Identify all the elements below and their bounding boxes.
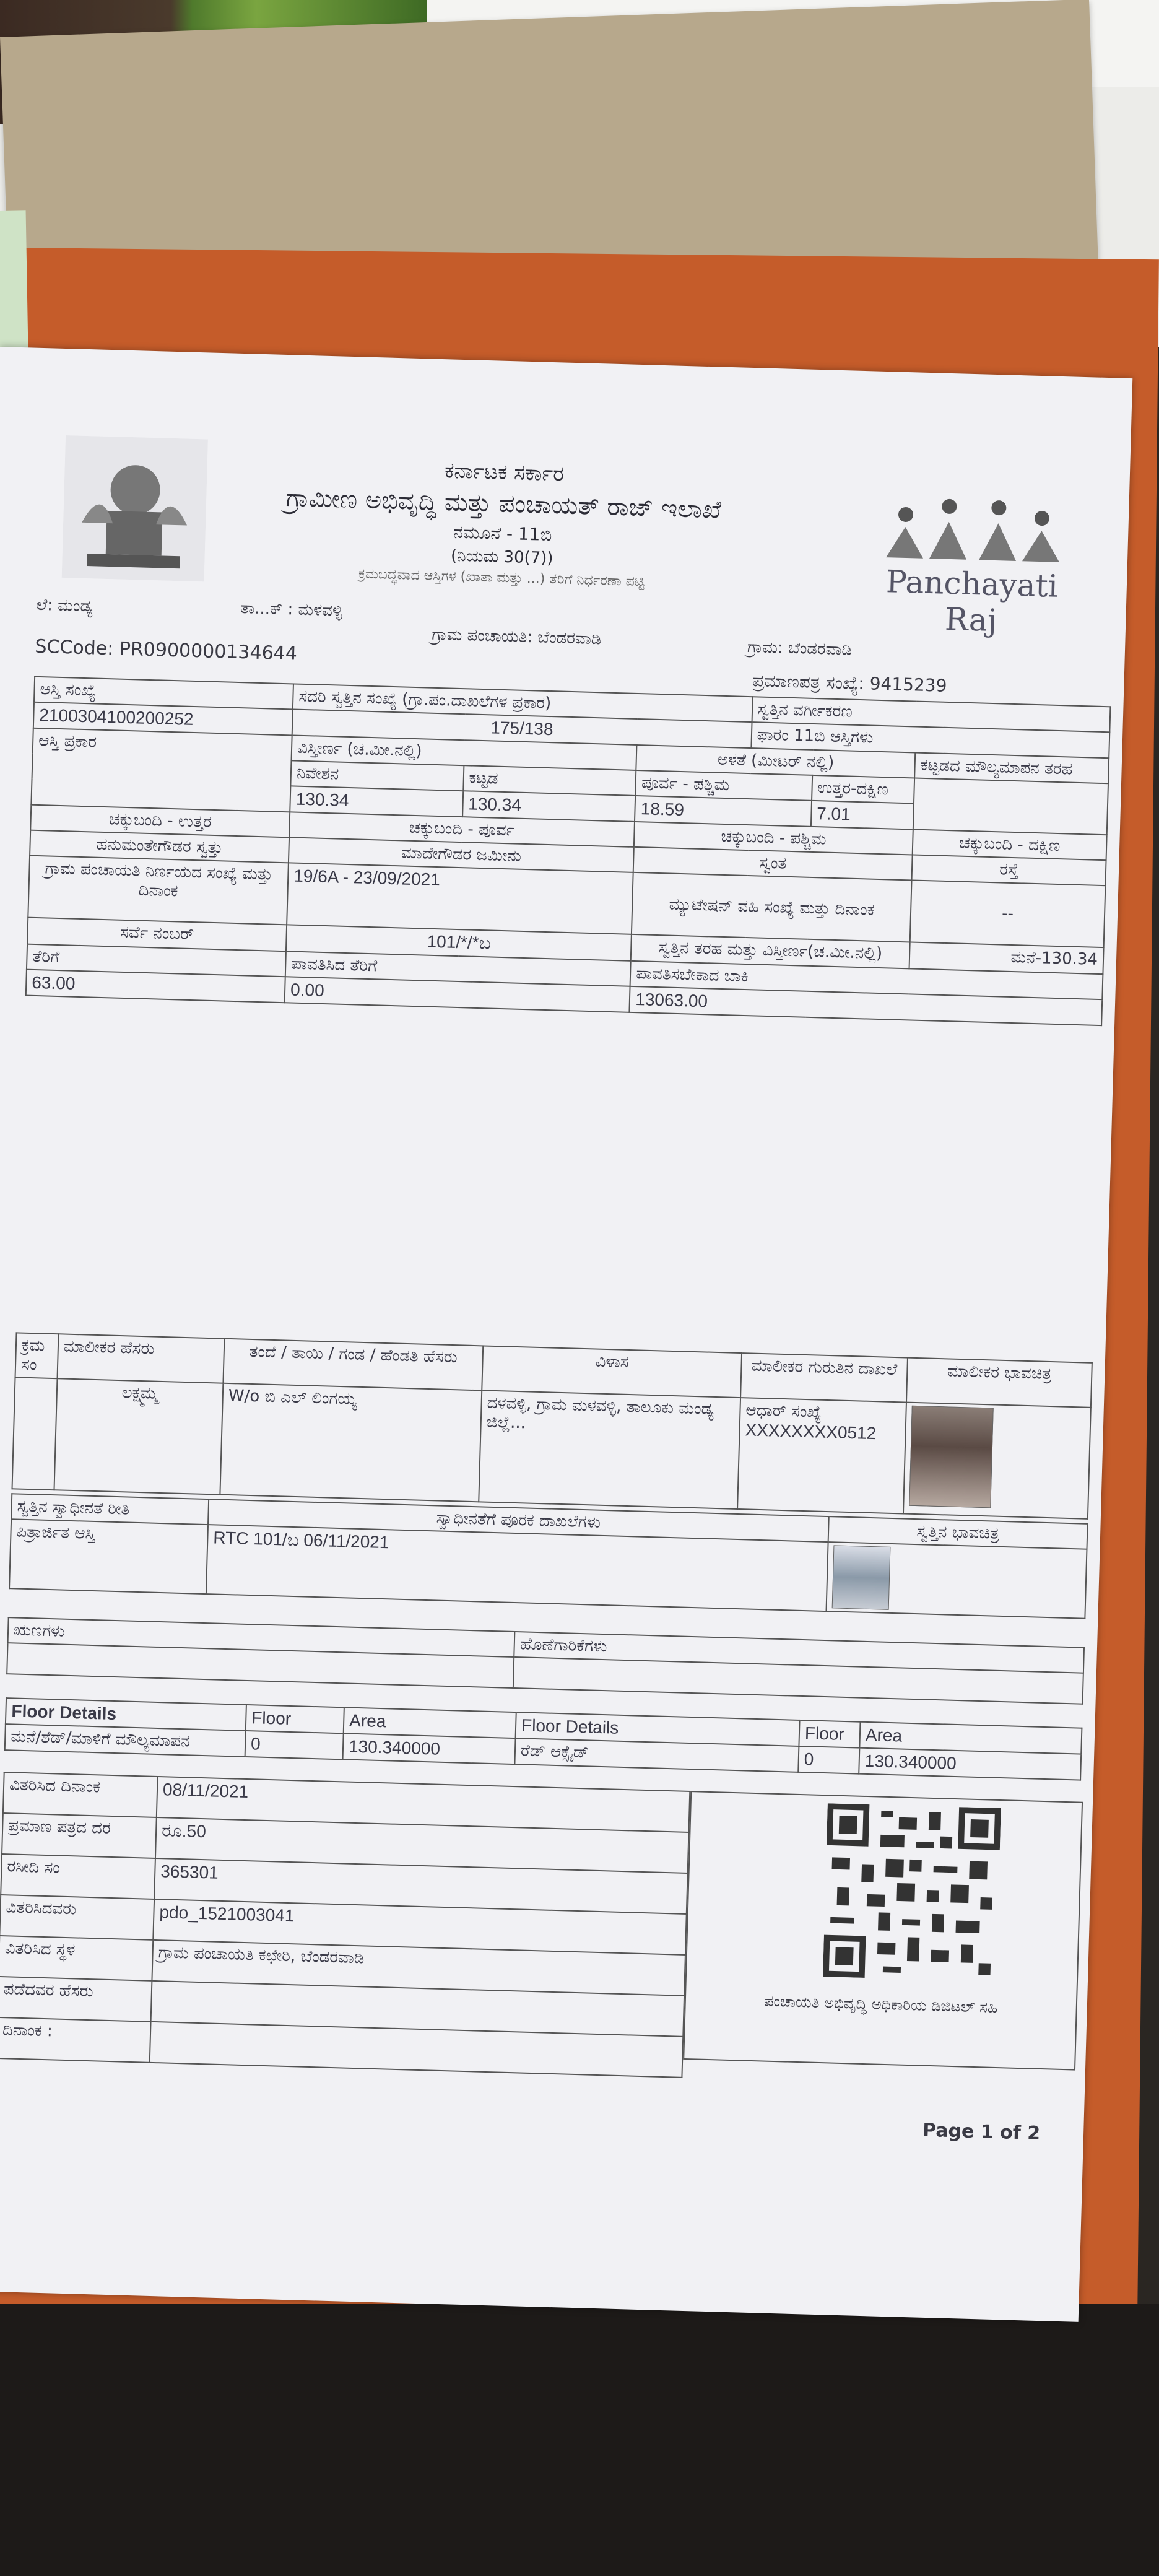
floor-table <box>4 1697 1083 1781</box>
issue-place-label: ವಿತರಿಸಿದ ಸ್ಥಳ <box>0 1936 153 1981</box>
survey-label: ಸರ್ವೆ ನಂಬರ್ <box>27 918 287 952</box>
owner-photo-label: ಮಾಲೀಕರ ಭಾವಚಿತ್ರ <box>906 1358 1092 1408</box>
land-type-label: ಸ್ವತ್ತಿನ ತರಹ ಮತ್ತು ವಿಸ್ತೀರ್ಣ(ಚ.ಮೀ.ನಲ್ಲಿ) <box>631 934 910 969</box>
site-area: 130.34 <box>290 786 463 817</box>
floor-no-right: 0 <box>798 1746 859 1774</box>
issued-by-label: ವಿತರಿಸಿದವರು <box>0 1895 154 1940</box>
sc-code: SCCode: PR0900000134644 <box>35 635 298 665</box>
form-subtitle: ಕ್ರಮಬದ್ಧವಾದ ಆಸ್ತಿಗಳ (ಖಾತಾ ಮತ್ತು ...) ತೆರಿಗೆ ನಿರ್ಧರಣಾ ಪಟ್ಟಿ <box>358 566 645 590</box>
people-logo-icon <box>867 489 1080 568</box>
panchayati-raj-logo <box>866 489 1080 639</box>
taluk: ತಾ...ಕ್ : ಮಳವಳ್ಳಿ <box>240 599 343 620</box>
receiver-label: ಪಡೆದವರ ಹೆಸರು <box>0 1977 152 2022</box>
built-label: ಕಟ್ಟಡ <box>463 765 636 796</box>
tax: 63.00 <box>26 970 285 1003</box>
owner-photo <box>909 1406 993 1508</box>
property-table <box>25 676 1111 1026</box>
south-boundary: ರಸ್ತೆ <box>912 855 1106 886</box>
rule-number: (ನಿಯಮ 30(7)) <box>450 546 553 568</box>
received-date-label: ದಿನಾಂಕ : <box>0 2017 151 2063</box>
digital-signature-caption: ಪಂಚಾಯತಿ ಅಭಿವೃದ್ಧಿ ಅಧಿಕಾರಿಯ ಡಿಜಿಟಲ್ ಸಹಿ <box>763 1992 998 2017</box>
east-boundary: ಮಾದೇಗೌಡರ ಜಮೀನು <box>289 837 634 872</box>
department-title: ಗ್ರಾಮೀಣ ಅಭಿವೃದ್ಧಿ ಮತ್ತು ಪಂಚಾಯತ್ ರಾಜ್ ಇಲಾಖೆ <box>285 483 722 524</box>
fee-label: ಪ್ರಮಾಣ ಪತ್ರದ ದರ <box>2 1813 157 1858</box>
issued-by: pdo_1521003041 <box>153 1899 687 1955</box>
table-surface <box>0 2304 1159 2576</box>
survey-number: 101/*/*ಬ <box>286 925 632 961</box>
property-photo-label: ಸ್ವತ್ತಿನ ಭಾವಚಿತ್ರ <box>828 1516 1088 1549</box>
receipt-label: ರಸೀದಿ ಸಂ <box>1 1854 155 1899</box>
floor-area-right: 130.340000 <box>859 1748 1081 1780</box>
classification-label: ಸ್ವತ್ತಿನ ವರ್ಗೀಕರಣ <box>752 697 1110 732</box>
encumbrances-label: ಋಣಗಳು <box>8 1617 515 1657</box>
east-label: ಚಕ್ಕುಬಂದಿ - ಪೂರ್ವ <box>289 812 635 847</box>
ns-label: ಉತ್ತರ-ದಕ್ಷಿಣ <box>812 775 915 804</box>
id-number: XXXXXXXX0512 <box>745 1420 877 1443</box>
south-label: ಚಕ್ಕುಬಂದಿ - ದಕ್ಷಿಣ <box>913 829 1107 860</box>
govt-title: ಕರ್ನಾಟಕ ಸರ್ಕಾರ <box>444 458 565 487</box>
floor-details-label-left: Floor Details <box>6 1698 246 1731</box>
document-body <box>2 404 1118 2145</box>
floor-details-label-right: Floor Details <box>516 1712 800 1746</box>
qr-code-icon <box>823 1803 1001 1982</box>
logo-text: Panchayati Raj <box>885 564 1059 639</box>
liabilities-label: ಹೊಣೆಗಾರಿಕೆಗಳು <box>514 1632 1084 1673</box>
address-label: ವಿಳಾಸ <box>482 1346 742 1398</box>
area-label-right: Area <box>859 1722 1082 1754</box>
area-label-left: Area <box>344 1707 516 1738</box>
old-no: 175/138 <box>292 709 752 748</box>
prop-no: 2100304100200252 <box>33 702 293 736</box>
owner-address: ದಳವಳ್ಳಿ, ಗ್ರಾಮ ಮಳವಳ್ಳಿ, ತಾಲೂಕು ಮಂಡ್ಯ ಜಿಲ್ಲೆ... <box>479 1390 740 1509</box>
id-label: ಮಾಲೀಕರ ಗುರುತಿನ ದಾಖಲೆ <box>740 1353 908 1402</box>
issue-place: ಗ್ರಾಮ ಪಂಚಾಯತಿ ಕಛೇರಿ, ಬೆಂಡರವಾಡಿ <box>152 1940 685 1996</box>
balance: 13063.00 <box>630 986 1103 1025</box>
qr-signature-box <box>683 1791 1083 2071</box>
ew-dimension: 18.59 <box>635 796 811 827</box>
floor-label-left: Floor <box>246 1705 344 1733</box>
floor-area-left: 130.340000 <box>343 1733 516 1764</box>
ew-label: ಪೂರ್ವ - ಪಶ್ಚಿಮ <box>635 770 812 801</box>
tax-label: ತೆರಿಗೆ <box>27 944 286 977</box>
mutation: -- <box>910 880 1106 947</box>
possession-method-label: ಸ್ವತ್ತಿನ ಸ್ವಾಧೀನತೆ ರೀತಿ <box>11 1494 209 1525</box>
receipt-number: 365301 <box>154 1858 688 1914</box>
village: ಗ್ರಾಮ: ಬೆಂಡರವಾಡಿ <box>747 637 853 659</box>
karnataka-emblem-icon <box>62 435 208 581</box>
paid-tax: 0.00 <box>285 977 630 1012</box>
floor-item-right: ರೆಡ್ ಆಕ್ಸೈಡ್ <box>514 1738 799 1772</box>
mutation-label: ಮ್ಯುಟೇಷನ್ ವಹಿ ಸಂಖ್ಯೆ ಮತ್ತು ದಿನಾಂಕ <box>632 872 911 942</box>
land-type: ಮನೆ-130.34 <box>909 942 1104 974</box>
possession-docs-label: ಸ್ವಾಧೀನತೆಗೆ ಪೂರಕ ದಾಖಲೆಗಳು <box>208 1499 829 1542</box>
west-boundary: ಸ್ವಂತ <box>633 847 913 881</box>
sl-label: ಕ್ರಮ ಸಂ <box>15 1333 59 1378</box>
building-value-label: ಕಟ್ಟಡದ ಮೌಲ್ಯಮಾಪನ ತರಹ <box>914 753 1109 784</box>
west-label: ಚಕ್ಕುಬಂದಿ - ಪಶ್ಚಿಮ <box>634 822 913 855</box>
balance-label: ಪಾವತಿಸಬೇಕಾದ ಬಾಕಿ <box>630 961 1103 999</box>
property-photo <box>832 1545 891 1610</box>
page-number: Page 1 of 2 <box>922 2119 1041 2145</box>
fee: ರೂ.50 <box>155 1817 689 1873</box>
issue-table <box>0 1772 690 2078</box>
owner-table <box>11 1332 1092 1519</box>
liabilities-table <box>6 1617 1085 1705</box>
owner-name-label: ಮಾಲೀಕರ ಹೆಸರು <box>58 1334 225 1383</box>
north-label: ಚಕ್ಕುಬಂದಿ - ಉತ್ತರ <box>30 805 290 838</box>
north-boundary: ಹನುಮಂತೇಗೌಡರ ಸ್ವತ್ತು <box>30 830 289 863</box>
relation-label: ತಂದೆ / ತಾಯಿ / ಗಂಡ / ಹೆಂಡತಿ ಹೆಸರು <box>223 1339 483 1391</box>
certificate-number: ಪ್ರಮಾಣಪತ್ರ ಸಂಖ್ಯೆ: 9415239 <box>752 670 947 696</box>
classification: ಫಾರಂ 11ಬಿ ಆಸ್ತಿಗಳು <box>751 722 1109 758</box>
issue-date: 08/11/2021 <box>157 1777 690 1832</box>
district: ಲೆ: ಮಂಡ್ಯ <box>35 595 93 616</box>
area-label: ವಿಸ್ತೀರ್ಣ (ಚ.ಮೀ.ನಲ್ಲಿ) <box>292 735 637 770</box>
resolution-label: ಗ್ರಾಮ ಪಂಚಾಯತಿ ನಿರ್ಣಯದ ಸಂಖ್ಯೆ ಮತ್ತು ದಿನಾಂಕ <box>28 856 289 925</box>
owner-name: ಲಕ್ಷ್ಮಮ್ಮ <box>54 1378 223 1494</box>
paid-label: ಪಾವತಿಸಿದ ತೆರಿಗೆ <box>285 951 631 986</box>
old-no-label: ಸದರಿ ಸ್ವತ್ತಿನ ಸಂಖ್ಯೆ (ಗ್ರಾ.ಪಂ.ದಾಖಲೆಗಳ ಪ್ರಕಾರ) <box>293 684 753 722</box>
possession-docs: RTC 101/ಬ 06/11/2021 <box>206 1525 828 1611</box>
form-number: ನಮೂನೆ - 11ಬಿ <box>453 521 552 546</box>
certificate-paper <box>0 347 1132 2322</box>
floor-item-left: ಮನೆ/ಶೆಡ್/ಮಾಳಿಗೆ ಮೌಲ್ಯಮಾಪನ <box>5 1724 246 1757</box>
site-label: ನಿವೇಶನ <box>290 760 464 791</box>
floor-label-right: Floor <box>799 1720 860 1748</box>
built-area: 130.34 <box>462 791 636 822</box>
floor-no-left: 0 <box>245 1731 344 1759</box>
type-label: ಆಸ್ತಿ ಪ್ರಕಾರ <box>31 728 292 812</box>
prop-no-label: ಆಸ್ತಿ ಸಂಖ್ಯೆ <box>34 677 293 710</box>
issue-date-label: ವಿತರಿಸಿದ ದಿನಾಂಕ <box>3 1772 158 1817</box>
owner-relation: W/o ಬಿ ಎಲ್ ಲಿಂಗಯ್ಯ <box>220 1383 482 1502</box>
resolution: 19/6A - 23/09/2021 <box>287 863 633 934</box>
id-type: ಆಧಾರ್ ಸಂಖ್ಯೆ <box>745 1401 822 1422</box>
possession-method: ಪಿತ್ರಾರ್ಜಿತ ಆಸ್ತಿ <box>9 1519 208 1594</box>
dim-label: ಅಳತೆ (ಮೀಟರ್ ನಲ್ಲಿ) <box>636 745 916 778</box>
ns-dimension: 7.01 <box>811 801 914 830</box>
gram-panchayat: ಗ್ರಾಮ ಪಂಚಾಯತಿ: ಬೆಂಡರವಾಡಿ <box>431 625 602 649</box>
